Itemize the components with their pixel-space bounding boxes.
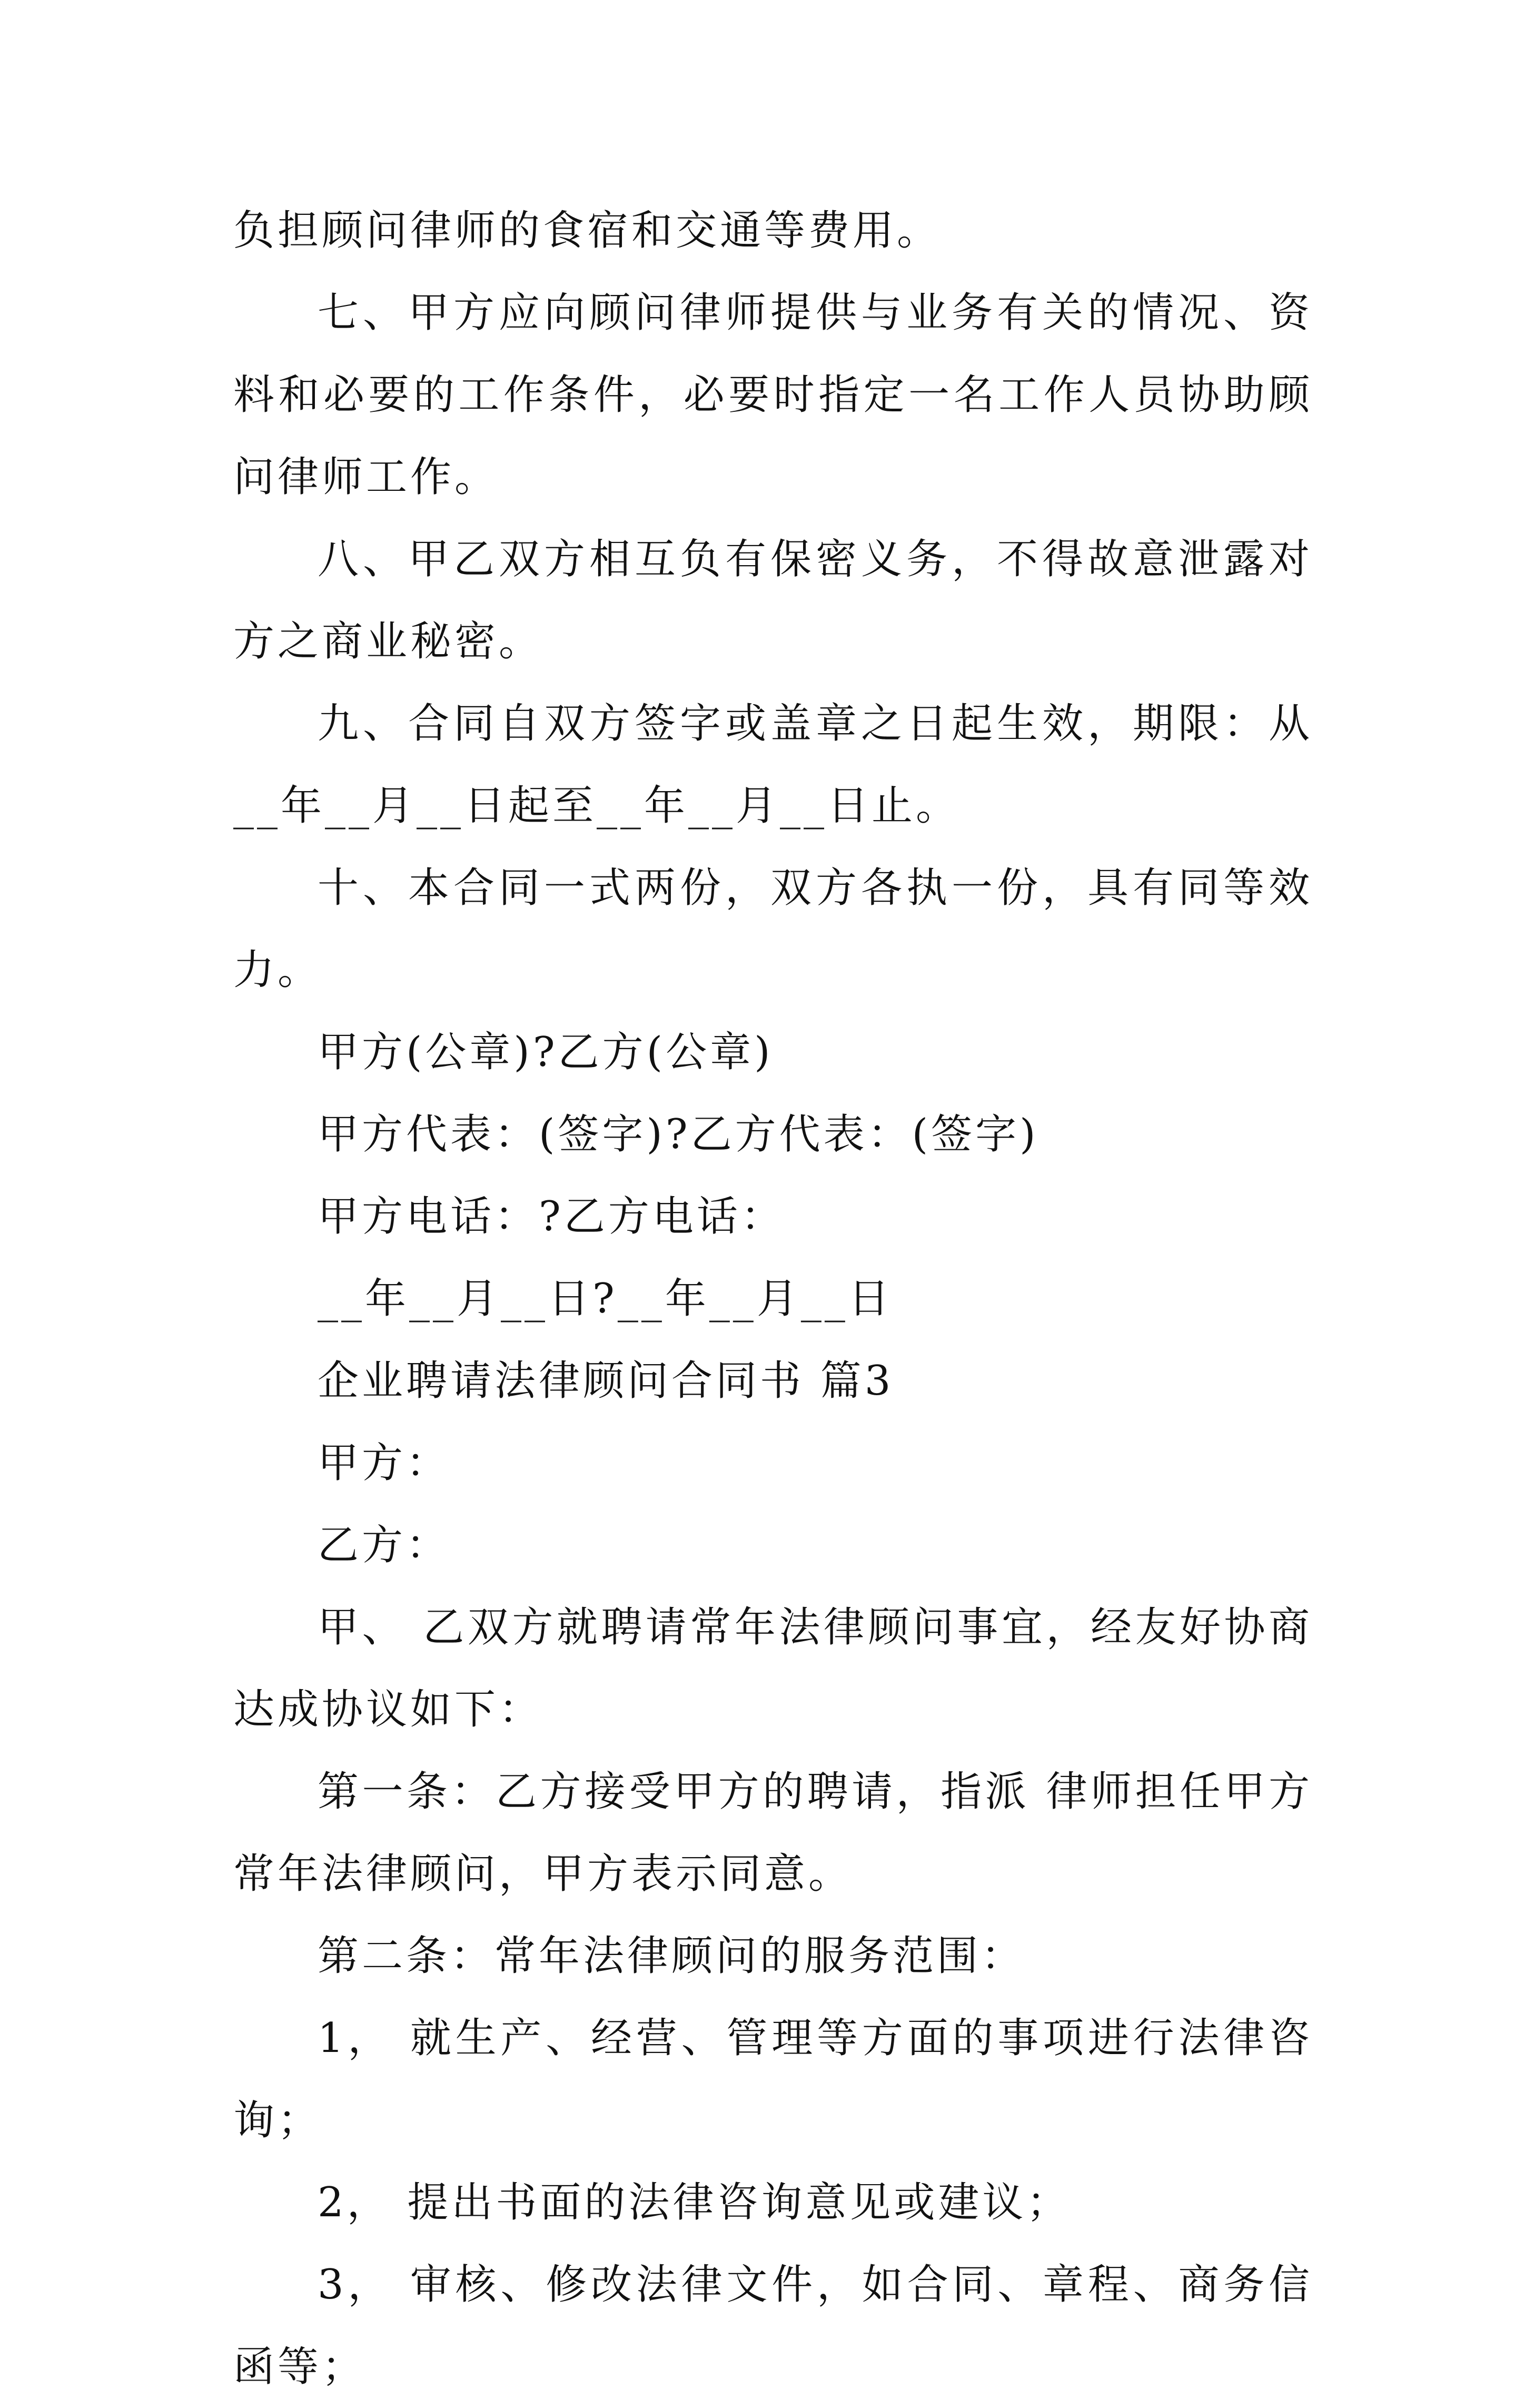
document-body — [233, 190, 1313, 2408]
paragraph-clause-9: 九、合同自双方签字或盖章之日起生效，期限：从__年__月__日起至__年__月__日止。 — [233, 700, 1313, 830]
signature-seal-line: 甲方(公章)?乙方(公章) — [318, 1029, 774, 1076]
paragraph-clause-7: 七、甲方应向顾问律师提供与业务有关的情况、资料和必要的工作条件，必要时指定一名工作人员协助顾问律师工作。 — [233, 289, 1313, 501]
paragraph-clause-10: 十、本合同一式两份，双方各执一份，具有同等效力。 — [233, 864, 1313, 994]
signature-phone-line: 甲方电话：?乙方电话： — [318, 1193, 785, 1240]
paragraph-article-2: 第二条：常年法律顾问的服务范围： — [318, 1932, 1026, 1980]
paragraph-fees-continued: 负担顾问律师的食宿和交通等费用。 — [233, 207, 942, 254]
signature-date-line: __年__月__日?__年__月__日 — [318, 1275, 893, 1323]
section-title: 企业聘请法律顾问合同书 篇3 — [318, 1357, 894, 1405]
list-item-service-2: 2， 提出书面的法律咨询意见或建议； — [318, 2179, 1071, 2226]
paragraph-clause-8: 八、甲乙双方相互负有保密义务，不得故意泄露对方之商业秘密。 — [233, 536, 1313, 665]
list-item-service-3: 3， 审核、修改法律文件，如合同、章程、商务信函等； — [233, 2261, 1313, 2391]
party-b-line: 乙方： — [318, 1522, 451, 1569]
party-a-line: 甲方： — [318, 1439, 451, 1487]
signature-representative-line: 甲方代表：(签字)?乙方代表：(签字) — [318, 1111, 1039, 1158]
paragraph-agreement-intro: 甲、 乙双方就聘请常年法律顾问事宜，经友好协商达成协议如下： — [233, 1604, 1313, 1733]
list-item-service-1: 1， 就生产、经营、管理等方面的事项进行法律咨询； — [233, 2015, 1313, 2144]
paragraph-article-1: 第一条：乙方接受甲方的聘请，指派 律师担任甲方常年法律顾问，甲方表示同意。 — [233, 1768, 1313, 1898]
